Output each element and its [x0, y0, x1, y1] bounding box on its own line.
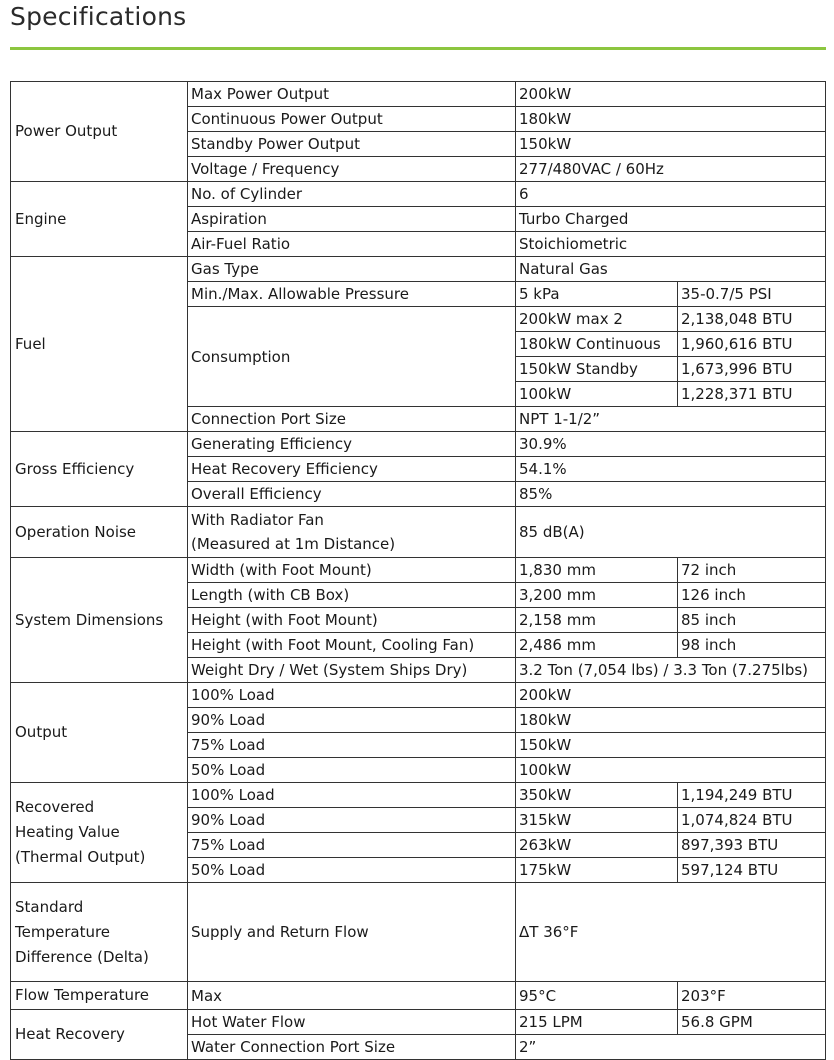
parameter-cell: Gas Type [188, 257, 516, 282]
value-cell: 85 dB(A) [516, 507, 826, 558]
value-cell: 2” [516, 1035, 826, 1060]
parameter-cell: Weight Dry / Wet (System Ships Dry) [188, 658, 516, 683]
parameter-cell: Length (with CB Box) [188, 583, 516, 608]
parameter-cell: 100% Load [188, 683, 516, 708]
value-cell: 315kW [516, 808, 678, 833]
category-cell: Flow Temperature [11, 982, 188, 1010]
value-cell-secondary: 1,194,249 BTU [678, 783, 826, 808]
value-cell-secondary: 897,393 BTU [678, 833, 826, 858]
table-row [11, 982, 826, 1010]
value-cell-secondary: 35-0.7/5 PSI [678, 282, 826, 307]
parameter-line: (Measured at 1m Distance) [191, 535, 396, 553]
parameter-cell: Water Connection Port Size [188, 1035, 516, 1060]
parameter-cell: Voltage / Frequency [188, 157, 516, 182]
value-cell: 3,200 mm [516, 583, 678, 608]
category-line: (Thermal Output) [15, 848, 146, 866]
value-cell: 263kW [516, 833, 678, 858]
value-cell: 350kW [516, 783, 678, 808]
parameter-cell: Hot Water Flow [188, 1010, 516, 1035]
category-line: Heating Value [15, 823, 120, 841]
value-cell: ΔT 36°F [516, 883, 826, 982]
value-cell: 150kW [516, 132, 826, 157]
value-cell: 2,158 mm [516, 608, 678, 633]
value-cell: 100kW [516, 382, 678, 407]
value-cell: Turbo Charged [516, 207, 826, 232]
parameter-cell: Max Power Output [188, 82, 516, 107]
category-line: Temperature [15, 922, 111, 941]
parameter-cell: 100% Load [188, 783, 516, 808]
value-cell: 3.2 Ton (7,054 lbs) / 3.3 Ton (7.275lbs) [516, 658, 826, 683]
parameter-cell: Width (with Foot Mount) [188, 558, 516, 583]
value-cell: 95°C [516, 982, 678, 1010]
table-row [11, 558, 826, 583]
parameter-cell: 90% Load [188, 808, 516, 833]
value-cell: 150kW Standby [516, 357, 678, 382]
category-cell: Power Output [11, 82, 188, 182]
value-cell-secondary: 1,228,371 BTU [678, 382, 826, 407]
parameter-cell: 90% Load [188, 708, 516, 733]
parameter-cell [188, 507, 516, 558]
value-cell-secondary: 1,673,996 BTU [678, 357, 826, 382]
category-cell: Operation Noise [11, 507, 188, 558]
table-row [11, 257, 826, 282]
value-cell-secondary: 85 inch [678, 608, 826, 633]
parameter-cell: No. of Cylinder [188, 182, 516, 207]
value-cell: 5 kPa [516, 282, 678, 307]
value-cell: 200kW [516, 683, 826, 708]
table-row [11, 432, 826, 457]
parameter-cell: Heat Recovery Efficiency [188, 457, 516, 482]
category-cell: Gross Efficiency [11, 432, 188, 507]
value-cell: 2,486 mm [516, 633, 678, 658]
parameter-cell: Generating Efficiency [188, 432, 516, 457]
page-title: Specifications [10, 2, 187, 31]
parameter-cell: Aspiration [188, 207, 516, 232]
category-cell: System Dimensions [11, 558, 188, 683]
parameter-cell: 50% Load [188, 758, 516, 783]
value-cell-secondary: 126 inch [678, 583, 826, 608]
value-cell-secondary: 98 inch [678, 633, 826, 658]
value-cell: 200kW max 2 [516, 307, 678, 332]
category-line: Difference (Delta) [15, 947, 149, 966]
parameter-cell: 75% Load [188, 833, 516, 858]
value-cell: 180kW [516, 708, 826, 733]
value-cell-secondary: 597,124 BTU [678, 858, 826, 883]
parameter-cell: Height (with Foot Mount) [188, 608, 516, 633]
category-cell: Engine [11, 182, 188, 257]
table-row [11, 1010, 826, 1035]
value-cell: 175kW [516, 858, 678, 883]
specifications-table [10, 81, 826, 1060]
category-line: Standard [15, 897, 84, 916]
table-row [11, 507, 826, 558]
parameter-cell: Standby Power Output [188, 132, 516, 157]
value-cell-secondary: 72 inch [678, 558, 826, 583]
value-cell: 277/480VAC / 60Hz [516, 157, 826, 182]
table-row [11, 883, 826, 982]
table-row [11, 683, 826, 708]
parameter-cell: Connection Port Size [188, 407, 516, 432]
value-cell: NPT 1-1/2” [516, 407, 826, 432]
title-divider [10, 47, 826, 50]
value-cell: Stoichiometric [516, 232, 826, 257]
value-cell-secondary: 1,960,616 BTU [678, 332, 826, 357]
value-cell: 150kW [516, 733, 826, 758]
parameter-cell: 50% Load [188, 858, 516, 883]
value-cell: 1,830 mm [516, 558, 678, 583]
value-cell: Natural Gas [516, 257, 826, 282]
category-cell: Output [11, 683, 188, 783]
category-line: Recovered [15, 798, 95, 816]
value-cell-secondary: 2,138,048 BTU [678, 307, 826, 332]
parameter-cell: Supply and Return Flow [188, 883, 516, 982]
value-cell: 54.1% [516, 457, 826, 482]
parameter-line: With Radiator Fan [191, 511, 324, 529]
value-cell-secondary: 1,074,824 BTU [678, 808, 826, 833]
value-cell: 180kW Continuous [516, 332, 678, 357]
category-cell: Heat Recovery [11, 1010, 188, 1060]
parameter-cell: Min./Max. Allowable Pressure [188, 282, 516, 307]
value-cell: 30.9% [516, 432, 826, 457]
category-cell [11, 783, 188, 883]
category-cell: Fuel [11, 257, 188, 432]
parameter-cell: Consumption [188, 307, 516, 407]
parameter-cell: Air-Fuel Ratio [188, 232, 516, 257]
parameter-cell: Continuous Power Output [188, 107, 516, 132]
table-row [11, 82, 826, 107]
value-cell-secondary: 203°F [678, 982, 826, 1010]
value-cell: 180kW [516, 107, 826, 132]
value-cell: 200kW [516, 82, 826, 107]
value-cell-secondary: 56.8 GPM [678, 1010, 826, 1035]
parameter-cell: 75% Load [188, 733, 516, 758]
parameter-cell: Height (with Foot Mount, Cooling Fan) [188, 633, 516, 658]
value-cell: 100kW [516, 758, 826, 783]
parameter-cell: Max [188, 982, 516, 1010]
value-cell: 6 [516, 182, 826, 207]
category-cell [11, 883, 188, 982]
parameter-cell: Overall Efficiency [188, 482, 516, 507]
table-row [11, 182, 826, 207]
value-cell: 85% [516, 482, 826, 507]
table-row [11, 783, 826, 808]
value-cell: 215 LPM [516, 1010, 678, 1035]
